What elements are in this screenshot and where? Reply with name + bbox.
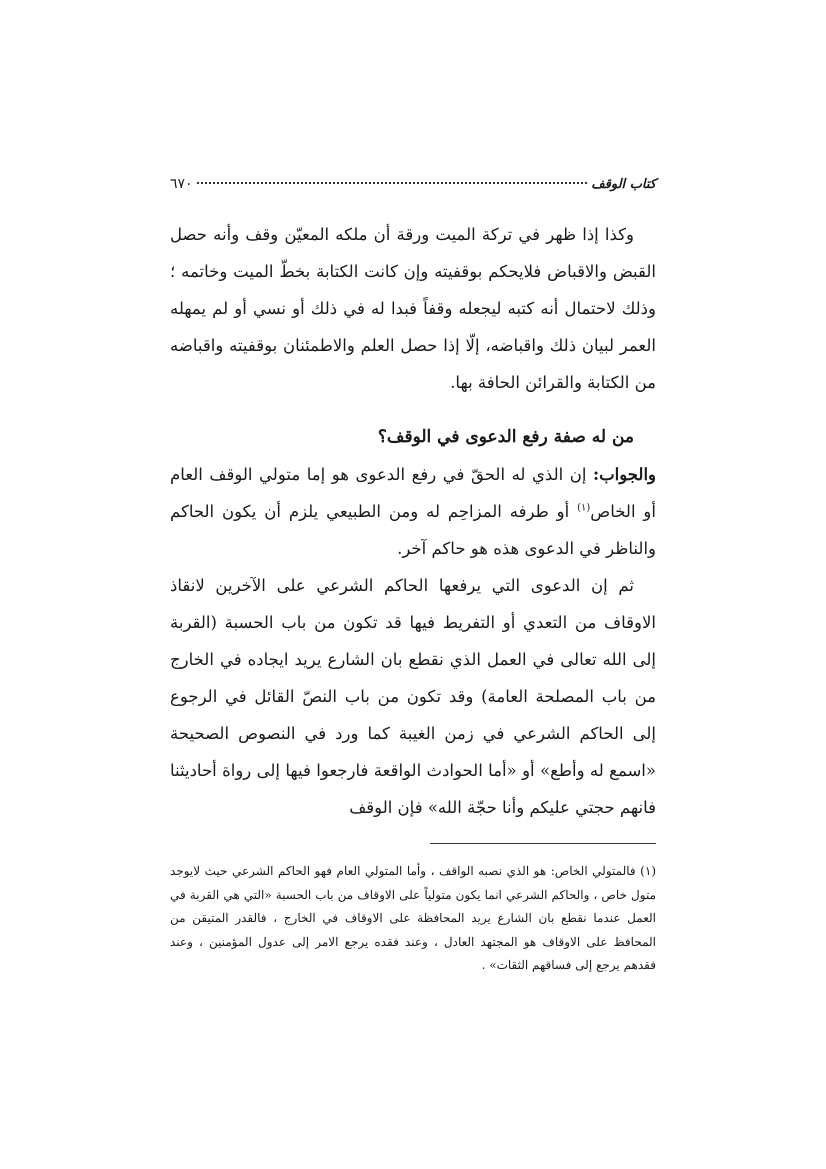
page-number: ٦٧٠ <box>170 176 193 192</box>
footnote-divider <box>430 843 656 844</box>
book-title: كتاب الوقف <box>591 177 656 192</box>
section-heading: من له صفة رفع الدعوى في الوقف؟ <box>377 427 634 447</box>
footnote-1: (١) فالمتولي الخاص: هو الذي نصبه الواقف ، وأما المتولي العام فهو الحاكم الشرعي حيث لايوجد متول خاص ، والحاكم الشرعي انما يكون متولياً على الاوقاف من باب الحسبة «التي هي القربة في العمل عندما نقطع بان الشارع يريد المحافظة على الاوقاف في الخارج ، فالقدر المتيقن من المحافظ على الاوقاف هو المجتهد العادل ، وعند فقده يرجع الامر إلى عدول المؤمنين ، وعند فقدهم يرجع إلى فساقهم الثقات» . <box>170 864 656 972</box>
running-header <box>170 176 656 202</box>
footnote-reference[interactable]: (١) <box>577 502 591 514</box>
main-text <box>170 216 656 826</box>
paragraph-1: وكذا إذا ظهر في تركة الميت ورقة أن ملكه المعيّن وقف وأنه حصل القبض والاقباض فلايحكم بوقفيته وإن كانت الكتابة بخطّ الميت وخاتمه ؛ وذلك لاحتمال أنه كتبه ليجعله وقفاً فبدا له في ذلك أو نسي أو لم يمهله العمر لبيان ذلك واقباضه، إلّا إذا حصل العلم والاطمئنان بوقفيته واقباضه من الكتابة والقرائن الحافة بها. <box>170 225 656 392</box>
answer-text-part2: أو طرفه المزاحِم له ومن الطبيعي يلزم أن يكون الحاكم والناظر في الدعوى هذه هو حاكم آخر. <box>170 502 656 558</box>
answer-paragraph <box>170 456 656 567</box>
header-dot-leader <box>197 182 588 184</box>
answer-label: والجواب: <box>593 465 656 484</box>
paragraph-2: ثم إن الدعوى التي يرفعها الحاكم الشرعي على الآخرين لانقاذ الاوقاف من التعدي أو التفريط فيها قد تكون من باب الحسبة (القربة إلى الله تعالى في العمل الذي نقطع بان الشارع يريد ايجاده في الخارج من باب المصلحة العامة) وقد تكون من باب النصّ القائل في الرجوع إلى الحاكم الشرعي في زمن الغيبة كما ورد في النصوص الصحيحة «اسمع له وأطع» أو «أما الحوادث الواقعة فارجعوا فيها إلى رواة أحاديثنا فانهم حجتي عليكم وأنا حجّة الله» فإن الوقف <box>170 576 656 817</box>
answer-text-part1: إن الذي له الحقّ في رفع الدعوى هو إما متولي الوقف العام أو الخاص <box>170 465 656 521</box>
footnotes <box>170 860 656 978</box>
